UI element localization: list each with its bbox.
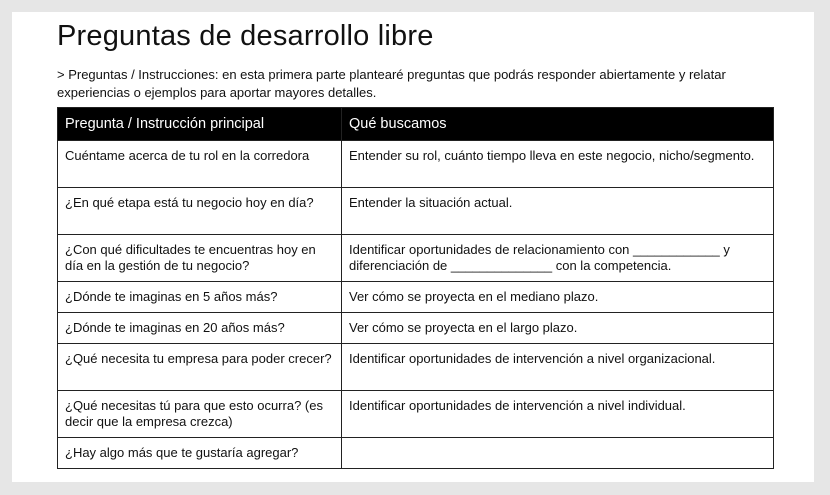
goal-cell: Ver cómo se proyecta en el mediano plazo. [342,282,774,313]
table-row [58,141,774,188]
table-row [58,282,774,313]
goal-cell: Ver cómo se proyecta en el largo plazo. [342,313,774,344]
question-cell: ¿Qué necesitas tú para que esto ocurra? (es decir que la empresa crezca) [58,391,342,438]
table-header-row [58,108,774,141]
goal-cell: Identificar oportunidades de relacionamiento con ____________ y diferenciación de ______________ con la competencia. [342,235,774,282]
goal-cell: Identificar oportunidades de intervención a nivel individual. [342,391,774,438]
question-cell: ¿Dónde te imaginas en 5 años más? [58,282,342,313]
document-page [12,12,814,482]
goal-cell: Entender su rol, cuánto tiempo lleva en este negocio, nicho/segmento. [342,141,774,188]
question-cell: ¿Hay algo más que te gustaría agregar? [58,438,342,469]
table-row [58,313,774,344]
header-question: Pregunta / Instrucción principal [58,108,342,141]
question-cell: ¿Qué necesita tu empresa para poder crecer? [58,344,342,391]
goal-cell: Identificar oportunidades de intervención a nivel organizacional. [342,344,774,391]
questions-table [57,107,774,469]
table-row [58,438,774,469]
table-row [58,344,774,391]
question-cell: Cuéntame acerca de tu rol en la corredora [58,141,342,188]
question-cell: ¿Con qué dificultades te encuentras hoy en día en la gestión de tu negocio? [58,235,342,282]
goal-cell: Entender la situación actual. [342,188,774,235]
table-row [58,188,774,235]
header-goal: Qué buscamos [342,108,774,141]
question-cell: ¿Dónde te imaginas en 20 años más? [58,313,342,344]
question-cell: ¿En qué etapa está tu negocio hoy en día? [58,188,342,235]
page-title: Preguntas de desarrollo libre [57,20,434,52]
table-row [58,391,774,438]
table-row [58,235,774,282]
intro-paragraph: > Preguntas / Instrucciones: en esta primera parte plantearé preguntas que podrás responder abiertamente y relatar experiencias o ejemplos para aportar mayores detalles. [57,67,726,100]
goal-cell [342,438,774,469]
